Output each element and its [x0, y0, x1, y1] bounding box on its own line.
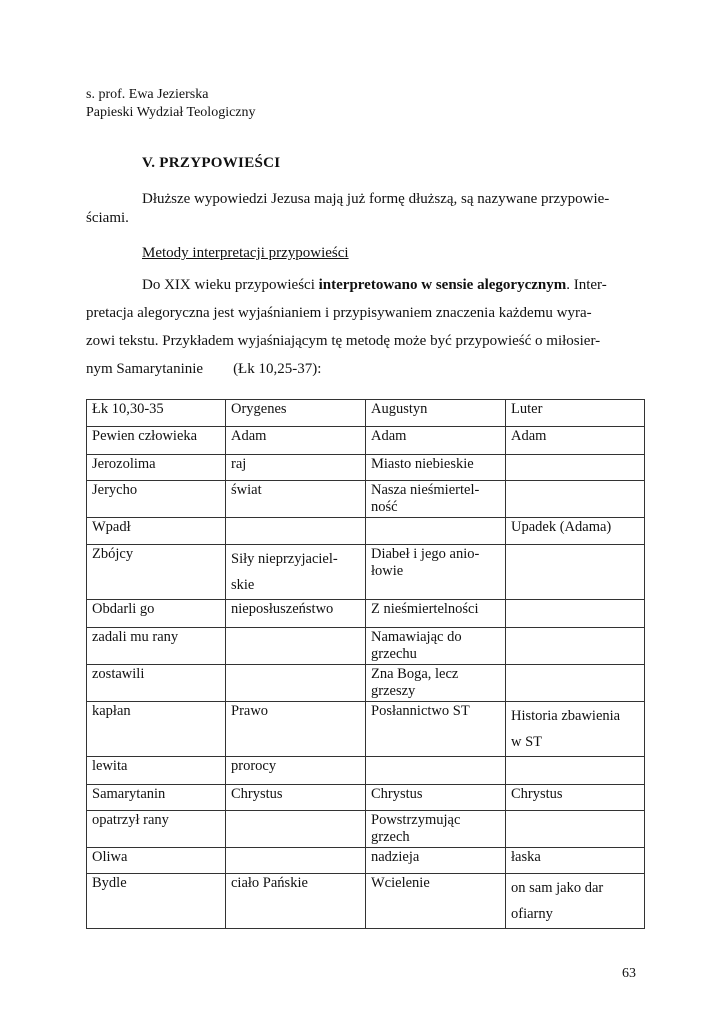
table-cell: opatrzył rany: [87, 811, 226, 848]
table-cell: raj: [226, 455, 366, 481]
table-cell: Augustyn: [366, 400, 506, 427]
paragraph-line-1: [86, 271, 646, 299]
paragraph-bold-phrase: interpretowano w sensie alegorycznym: [318, 277, 567, 293]
table-cell: zadali mu rany: [87, 628, 226, 665]
methods-heading: Metody interpretacji przypowieści: [142, 245, 349, 261]
table-row: [87, 481, 645, 518]
table-row: [87, 665, 645, 702]
table-cell: [506, 600, 645, 628]
table-cell: [506, 481, 645, 518]
paragraph-line-4-text: nym Samarytaninie: [86, 361, 204, 377]
table-row: [87, 600, 645, 628]
table-cell: Wpadł: [87, 518, 226, 545]
faculty-name: Papieski Wydział Teologiczny: [86, 105, 256, 120]
table-cell: Siły nieprzyjaciel- skie: [226, 545, 366, 600]
table-cell: Z nieśmiertelności: [366, 600, 506, 628]
paragraph-line-4: [86, 355, 646, 383]
table-cell: [506, 628, 645, 665]
table-cell: [366, 518, 506, 545]
table-cell: Powstrzymując grzech: [366, 811, 506, 848]
table-cell: Obdarli go: [87, 600, 226, 628]
table-cell: [226, 811, 366, 848]
table-cell: Luter: [506, 400, 645, 427]
table-row: [87, 785, 645, 811]
table-cell: Posłannictwo ST: [366, 702, 506, 757]
page-number: 63: [622, 966, 636, 981]
section-title: V. PRZYPOWIEŚCI: [142, 155, 281, 171]
table-cell: świat: [226, 481, 366, 518]
intro-paragraph: [86, 190, 636, 228]
table-cell: Adam: [226, 427, 366, 455]
table-cell: Jerozolima: [87, 455, 226, 481]
table-cell: on sam jako dar ofiarny: [506, 874, 645, 929]
table-cell: Oliwa: [87, 848, 226, 874]
author-name: s. prof. Ewa Jezierska: [86, 87, 209, 102]
table-cell: Łk 10,30-35: [87, 400, 226, 427]
paragraph-line-1-end: . Inter-: [566, 277, 607, 293]
table-cell: Bydle: [87, 874, 226, 929]
table-cell: [506, 811, 645, 848]
table-cell: Adam: [506, 427, 645, 455]
paragraph-line-2: pretacja alegoryczna jest wyjaśnianiem i przypisywaniem znaczenia każdemu wyra-: [86, 305, 592, 321]
table-row: [87, 518, 645, 545]
table-cell: Historia zbawienia w ST: [506, 702, 645, 757]
table-row: [87, 400, 645, 427]
table-cell: [226, 518, 366, 545]
table-cell: ciało Pańskie: [226, 874, 366, 929]
table-cell: Nasza nieśmiertel- ność: [366, 481, 506, 518]
table-cell: [226, 665, 366, 702]
table-cell: Adam: [366, 427, 506, 455]
table-cell: Pewien człowieka: [87, 427, 226, 455]
table-cell: Wcielenie: [366, 874, 506, 929]
table-cell: kapłan: [87, 702, 226, 757]
table-row: [87, 848, 645, 874]
table-cell: Zbójcy: [87, 545, 226, 600]
intro-line-1: Dłuższe wypowiedzi Jezusa mają już formę dłuższą, są nazywane przypowie-: [142, 191, 610, 207]
table-cell: Prawo: [226, 702, 366, 757]
table-cell: Zna Boga, lecz grzeszy: [366, 665, 506, 702]
allegory-paragraph: [86, 271, 646, 383]
table-row: [87, 628, 645, 665]
paragraph-line-3: zowi tekstu. Przykładem wyjaśniającym tę metodę może być przypowieść o miłosier-: [86, 333, 601, 349]
table-row: [87, 811, 645, 848]
table-cell: łaska: [506, 848, 645, 874]
table-cell: Chrystus: [506, 785, 645, 811]
table-cell: nadzieja: [366, 848, 506, 874]
table-cell: [506, 545, 645, 600]
table-cell: [506, 665, 645, 702]
table-cell: prorocy: [226, 757, 366, 785]
table-cell: Samarytanin: [87, 785, 226, 811]
table-cell: [226, 848, 366, 874]
table-cell: Namawiając do grzechu: [366, 628, 506, 665]
table-cell: Chrystus: [226, 785, 366, 811]
allegory-table-body: [87, 400, 645, 929]
table-row: [87, 702, 645, 757]
table-row: [87, 455, 645, 481]
table-row: [87, 757, 645, 785]
table-cell: Chrystus: [366, 785, 506, 811]
table-row: [87, 427, 645, 455]
table-cell: Upadek (Adama): [506, 518, 645, 545]
table-cell: zostawili: [87, 665, 226, 702]
paragraph-line-1-start: Do XIX wieku przypowieści: [142, 277, 319, 293]
scripture-reference: (Łk 10,25-37):: [233, 361, 322, 377]
table-cell: Jerycho: [87, 481, 226, 518]
table-cell: Orygenes: [226, 400, 366, 427]
table-cell: [506, 757, 645, 785]
table-row: [87, 874, 645, 929]
table-cell: [366, 757, 506, 785]
table-cell: lewita: [87, 757, 226, 785]
table-cell: [226, 628, 366, 665]
table-row: [87, 545, 645, 600]
table-cell: Diabeł i jego anio- łowie: [366, 545, 506, 600]
table-cell: nieposłuszeństwo: [226, 600, 366, 628]
document-header: [86, 86, 256, 122]
allegory-table: [86, 399, 645, 929]
table-cell: Miasto niebieskie: [366, 455, 506, 481]
intro-line-2: ściami.: [86, 210, 129, 226]
table-cell: [506, 455, 645, 481]
